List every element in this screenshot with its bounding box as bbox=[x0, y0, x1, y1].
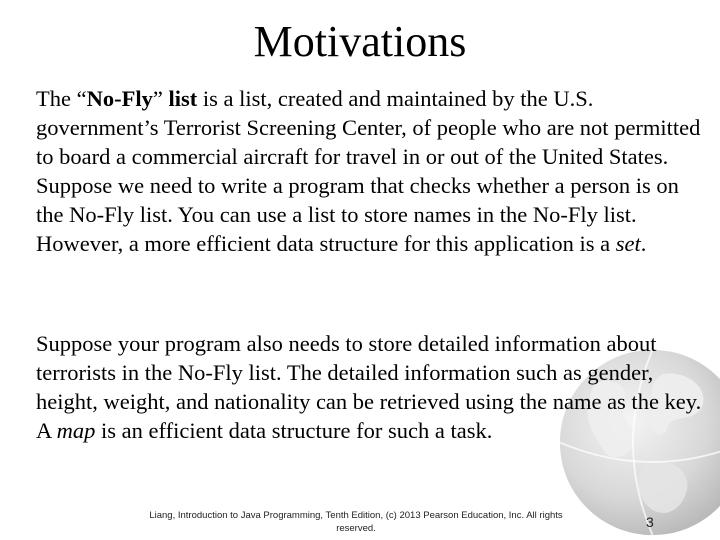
p2-end: is an efficient data structure for such a task. bbox=[95, 418, 493, 443]
p1-body: is a list, created and maintained by the U.S. government’s Terrorist Screening Center, of people who are not permitted to board a commercial aircraft for travel in or out of the United States. Suppose we need to write a program that checks whether a person is on the No-Fly list. You can use a list to store names in the No-Fly list. However, a more efficient data structure for this application is a bbox=[36, 86, 701, 256]
slide-title: Motivations bbox=[253, 17, 467, 66]
p2-body: Suppose your program also needs to store detailed information about terrorists in the No-Fly list. The detailed information such as gender, height, weight, and nationality can be retrieved using the name as the key. A bbox=[36, 331, 702, 443]
paragraph-map bbox=[36, 329, 706, 445]
p1-end: . bbox=[640, 231, 647, 256]
p1-intro: The “ bbox=[36, 86, 87, 111]
p1-quote-close: ” bbox=[152, 86, 169, 111]
paragraph-no-fly-set bbox=[36, 84, 706, 258]
p1-bold-term: No-Fly bbox=[86, 86, 153, 111]
footer-copyright: Liang, Introduction to Java Programming, Tenth Edition, (c) 2013 Pearson Education, Inc. All rights reserved. bbox=[149, 510, 563, 534]
p1-bold-list: list bbox=[168, 86, 198, 111]
page-number: 3 bbox=[646, 514, 654, 530]
p1-emphasis-set: set bbox=[615, 231, 641, 256]
p2-emphasis-map: map bbox=[56, 418, 96, 443]
